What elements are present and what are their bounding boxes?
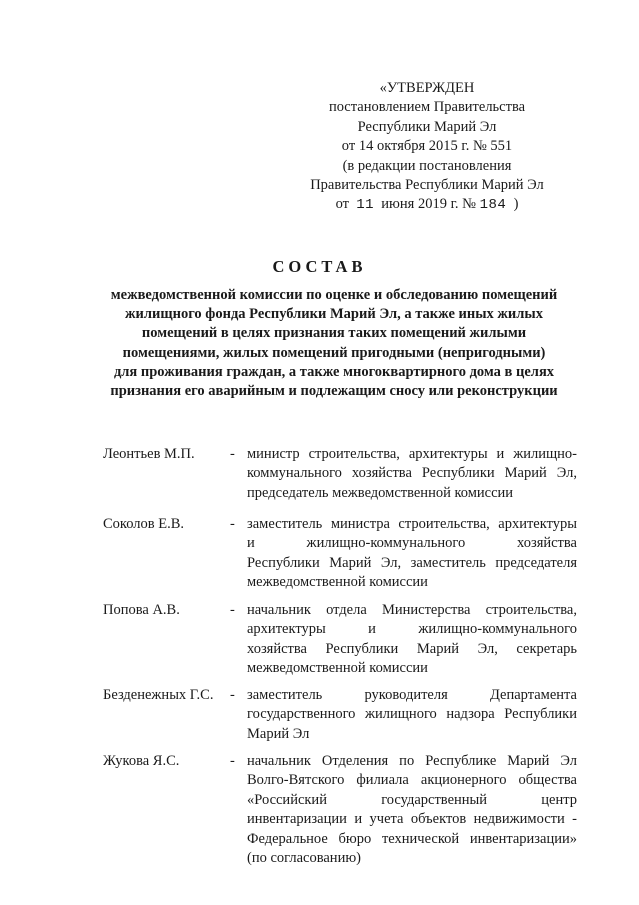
role-line: «Российский государственный центр [247,791,577,808]
member-role [247,752,577,868]
role-line: заместитель министра строительства, архитектуры [247,516,577,532]
member-dash: - [230,687,235,703]
member-role [247,445,577,503]
document-title: СОСТАВ [272,257,367,276]
subtitle-line: помещений в целях признания таких помещений жилыми [141,325,527,342]
approval-line: Правительства Республики Марий Эл [310,177,544,194]
document-subtitle [86,286,582,401]
subtitle-line: жилищного фонда Республики Марий Эл, а также иных жилых [125,306,543,323]
approval-closing: ) [513,196,519,213]
approval-number: 184 [479,197,507,214]
role-line: и жилищно-коммунального хозяйства [247,535,577,552]
subtitle-line: межведомственной комиссии по оценке и обследованию помещений [110,287,558,303]
role-line: межведомственной комиссии [247,660,428,677]
approval-stamp [300,79,554,216]
subtitle-line: помещениями, жилых помещений пригодными (непригодными) [122,344,546,361]
role-line: Марий Эл [247,725,310,742]
role-line: коммунального хозяйства Республики Марий Эл, [247,465,577,482]
subtitle-line: для проживания граждан, а также многоквартирного дома в целях [113,363,555,380]
member-role [247,515,577,593]
approval-month-year: июня 2019 г. № [381,196,476,213]
member-name: Соколов Е.В. [103,516,185,532]
approval-line: от 14 октября 2015 г. № 551 [341,138,513,155]
role-line: межведомственной комиссии [247,574,428,591]
approval-line: «УТВЕРЖДЕН [379,80,475,96]
member-role [247,686,577,744]
approval-day: 11 [356,197,375,214]
member-dash: - [230,446,235,462]
member-name: Леонтьев М.П. [103,446,195,462]
member-name: Безденежных Г.С. [103,687,214,703]
subtitle-line: признания его аварийным и подлежащим сносу или реконструкции [110,383,558,400]
role-line: Федеральное бюро технической инвентаризации» [247,830,577,847]
member-name: Жукова Я.С. [103,753,180,769]
member-dash: - [230,753,235,769]
member-dash: - [230,516,235,532]
role-line: государственного жилищного надзора Республики [247,706,577,723]
approval-line: постановлением Правительства [328,99,526,116]
role-line: Волго-Вятского филиала акционерного общества [247,772,577,789]
role-line: архитектуры и жилищно-коммунального [247,621,577,638]
approval-date-prefix: от [335,196,349,213]
member-dash: - [230,602,235,618]
member-role [247,601,577,679]
role-line: инвентаризации и учета объектов недвижимости - [247,811,577,828]
role-line: начальник Отделения по Республике Марий Эл [247,753,577,769]
role-line: председатель межведомственной комиссии [247,484,514,501]
approval-line: (в редакции постановления [342,157,512,174]
member-name: Попова А.В. [103,602,180,618]
role-line: министр строительства, архитектуры и жилищно- [247,446,577,462]
approval-line: Республики Марий Эл [357,118,497,135]
role-line: хозяйства Республики Марий Эл, секретарь [247,640,577,657]
role-line: заместитель руководителя Департамента [247,687,577,703]
role-line: начальник отдела Министерства строительства, [247,602,577,618]
approval-date-line [300,195,554,215]
role-line: (по согласованию) [247,850,361,867]
role-line: Республики Марий Эл, заместитель председателя [247,554,577,571]
